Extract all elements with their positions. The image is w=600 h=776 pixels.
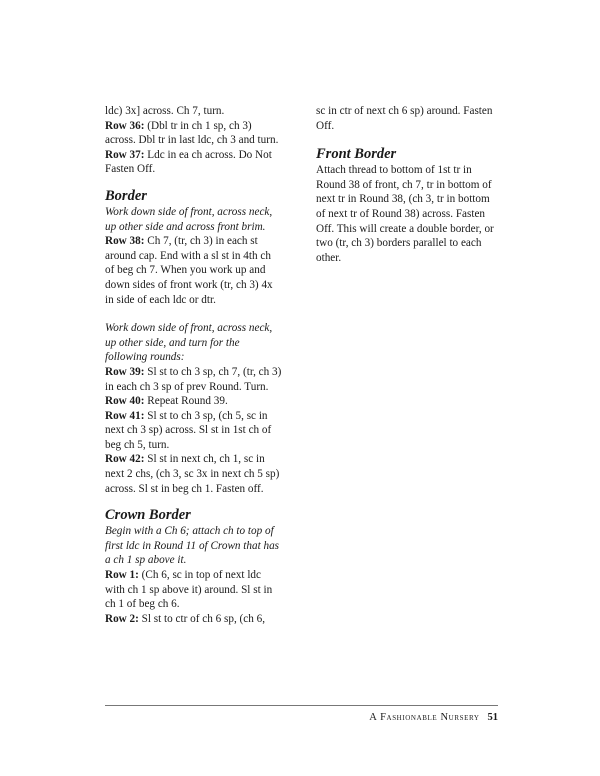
row-42-text: Sl st in next ch, ch 1, sc in next 2 chs, (ch 3, sc 3x in next ch 5 sp) across. Sl st in beg ch 1. Fasten off. (105, 453, 280, 495)
crown-note: Begin with a Ch 6; attach ch to top of first ldc in Round 11 of Crown that has a ch 1 sp above it. (105, 525, 280, 567)
row-41 (105, 409, 283, 453)
row-40 (105, 394, 283, 409)
row-38-text: Ch 7, (tr, ch 3) in each st around cap. End with a sl st in 4th ch of beg ch 7. When you work up and down sides of front work (tr, ch 3) 4x in side of each ldc or dtr. (105, 235, 273, 306)
row-39-text: Sl st to ch 3 sp, ch 7, (tr, ch 3) in each ch 3 sp of prev Round. Turn. (105, 365, 282, 393)
row-36-text: (Dbl tr in ch 1 sp, ch 3) across. Dbl tr in last ldc, ch 3 and turn. (105, 119, 279, 147)
footer-rule (105, 705, 498, 706)
row-37-text: Ldc in ea ch across. Do Not Fasten Off. (105, 148, 272, 176)
border-heading: Border (105, 187, 147, 204)
row-40-text: Repeat Round 39. (144, 395, 228, 408)
crown-row-1-label: Row 1: (105, 569, 139, 582)
border-note-1: Work down side of front, across neck, up other side and across front brim. (105, 205, 273, 233)
crown-row-1-text: (Ch 6, sc in top of next ldc with ch 1 sp above it) around. Sl st in ch 1 of beg ch 6. (105, 569, 273, 611)
crown-row-2-text: Sl st to ctr of ch 6 sp, (ch 6, (138, 612, 266, 625)
right-column (316, 104, 498, 265)
page-footer (369, 712, 498, 723)
row-38 (105, 234, 283, 307)
border-note-2: Work down side of front, across neck, up other side, and turn for the following rounds: (105, 322, 273, 364)
footer-book-title: A Fashionable Nursery (369, 712, 480, 723)
crown-row-1 (105, 568, 283, 612)
row-40-label: Row 40: (105, 395, 145, 408)
left-column (105, 104, 283, 626)
row-38-label: Row 38: (105, 235, 145, 248)
row-41-label: Row 41: (105, 409, 145, 422)
row-36-label: Row 36: (105, 119, 145, 132)
crown-row-2-label: Row 2: (105, 612, 139, 625)
row-39 (105, 365, 283, 394)
crown-row-2 (105, 612, 283, 627)
row-41-text: Sl st to ch 3 sp, (ch 5, sc in next ch 3 sp) across. Sl st in 1st ch of beg ch 5, turn. (105, 409, 272, 451)
page-number: 51 (487, 712, 498, 723)
paragraph-gap (105, 307, 283, 321)
row-42 (105, 452, 283, 496)
row-37-label: Row 37: (105, 148, 145, 161)
row-42-label: Row 42: (105, 453, 145, 466)
intro-line: ldc) 3x] across. Ch 7, turn. (105, 105, 225, 117)
continuation-text: sc in ctr of next ch 6 sp) around. Fasten Off. (316, 105, 493, 132)
row-39-label: Row 39: (105, 365, 145, 378)
front-border-heading: Front Border (316, 146, 397, 163)
row-36 (105, 119, 283, 148)
crown-border-heading: Crown Border (105, 507, 191, 524)
row-37 (105, 148, 283, 177)
front-border-text: Attach thread to bottom of 1st tr in Round 38 of front, ch 7, tr in bottom of next tr in Round 38, (ch 3, tr in bottom of next tr of Round 38) across. Fasten Off. This will create a double border, or two (tr, ch 3) borders parallel to each other. (316, 164, 494, 264)
